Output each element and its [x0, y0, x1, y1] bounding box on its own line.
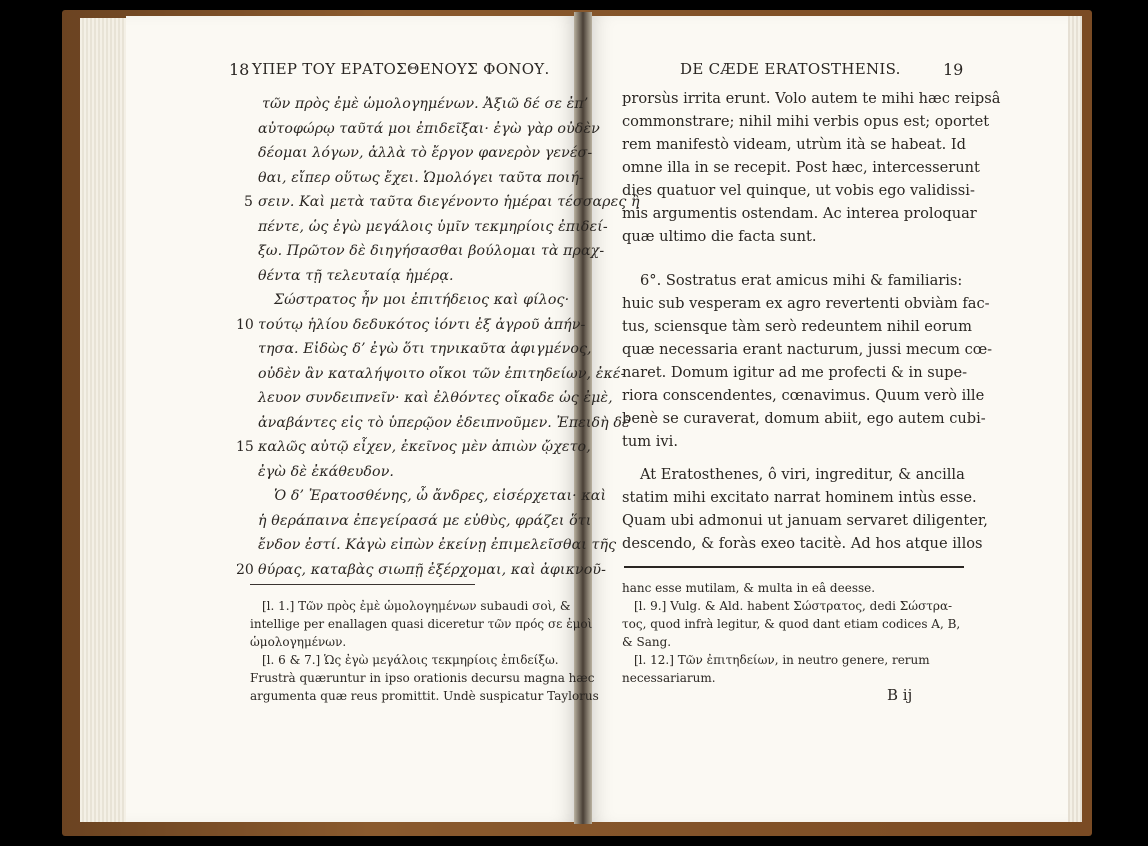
text-line: naret. Domum igitur ad me profecti & in supe- [622, 364, 968, 381]
text-line: dies quatuor vel quinque, ut vobis ego validissi- [622, 182, 975, 199]
text-line: ἔνδον ἐστί. Κἀγὼ εἰπὼν ἐκείνῃ ἐπιμελεῖσθαι τῆς [258, 537, 617, 553]
text-line: huic sub vesperam ex agro revertenti obviàm fac- [622, 295, 990, 312]
text-line: 6°. Sostratus erat amicus mihi & familiaris: [640, 272, 963, 289]
text-line: θαι, εἴπερ οὕτως ἔχει. Ὡμολόγει ταῦτα ποιή- [258, 170, 584, 186]
text-line: statim mihi excitato narrat hominem intùs esse. [622, 489, 977, 506]
text-line: omne illa in se recepit. Post hæc, intercesserunt [622, 159, 980, 176]
text-line: θέντα τῇ τελευταίᾳ ἡμέρᾳ. [258, 268, 454, 284]
text-line: αὐτοφώρῳ ταῦτά μοι ἐπιδεῖξαι· ἐγὼ γὰρ οὐδὲν [258, 121, 600, 137]
line-number: 10 [236, 317, 254, 333]
text-line: mis argumentis ostendam. Ac interea proloquar [622, 205, 977, 222]
footnote-line: [l. 12.] Τῶν ἐπιτηδείων, in neutro genere, rerum [634, 653, 930, 667]
signature-mark: B ij [887, 686, 913, 704]
text-line: τῶν πρὸς ἐμὲ ὡμολογημένων. Ἀξιῶ δέ σε ἐπ’ [262, 96, 589, 112]
right-running-header: DE CÆDE ERATOSTHENIS. [680, 60, 901, 78]
footnote-line: ὡμολογημένων. [250, 635, 347, 649]
left-page-number: 18 [229, 60, 250, 79]
line-number: 5 [244, 194, 253, 210]
text-line: commonstrare; nihil mihi verbis opus est; oportet [622, 113, 990, 130]
footnote-line: Frustrà quæruntur in ipso orationis decursu magna hæc [250, 671, 595, 685]
footnote-line: [l. 6 & 7.] Ὡς ἐγὼ μεγάλοις τεκμηρίοις ἐπιδείξω. [262, 653, 559, 667]
footnote-line: [l. 9.] Vulg. & Ald. habent Σώστρατος, dedi Σώστρα- [634, 599, 953, 613]
footnote-line: τος, quod infrà legitur, & quod dant etiam codices A, B, [622, 617, 961, 631]
footnote-line: necessariarum. [622, 671, 716, 685]
text-line: Ὁ δ’ Ἐρατοσθένης, ὦ ἄνδρες, εἰσέρχεται· καὶ [274, 488, 607, 504]
text-line: ἐγὼ δὲ ἐκάθευδον. [258, 464, 395, 480]
text-line: λευον συνδειπνεῖν· καὶ ἐλθόντες οἴκαδε ὡς ἐμὲ, [258, 390, 613, 406]
footnote-line: & Sang. [622, 635, 672, 649]
line-number: 20 [236, 562, 254, 578]
text-line: descendo, & foràs exeo tacitè. Ad hos atque illos [622, 535, 983, 552]
text-line: tus, sciensque tàm serò redeuntem nihil eorum [622, 318, 972, 335]
text-line: πέντε, ὡς ἐγὼ μεγάλοις ὑμῖν τεκμηρίοις ἐπιδεί- [258, 219, 608, 235]
text-line: οὐδὲν ἂν καταλήψοιτο οἴκοι τῶν ἐπιτηδείων, ἐκέ- [258, 366, 626, 382]
text-line: ἡ θεράπαινα ἐπεγείρασά με εὐθὺς, φράζει ὅτι [258, 513, 592, 529]
right-page-number: 19 [943, 60, 964, 79]
text-line: δέομαι λόγων, ἀλλὰ τὸ ἔργον φανερὸν γενέσ- [258, 145, 593, 161]
text-line: quæ necessaria erant nacturum, jussi mecum cœ- [622, 341, 993, 358]
text-line: benè se curaverat, domum abiit, ego autem cubi- [622, 410, 986, 427]
text-line: ἀναβάντες εἰς τὸ ὑπερῷον ἐδειπνοῦμεν. Ἐπειδὴ δὲ [258, 415, 630, 431]
footnote-line: intellige per enallagen quasi diceretur τῶν πρός σε ἐμοὶ [250, 617, 593, 631]
text-line: Σώστρατος ἦν μοι ἐπιτήδειος καὶ φίλος· [274, 292, 570, 308]
text-line: At Eratosthenes, ô viri, ingreditur, & ancilla [640, 466, 965, 483]
text-line: καλῶς αὐτῷ εἶχεν, ἐκεῖνος μὲν ἀπιὼν ᾤχετο, [258, 439, 591, 455]
text-line: ξω. Πρῶτον δὲ διηγήσασθαι βούλομαι τὰ πραχ- [258, 243, 605, 259]
left-running-header: ΥΠΕΡ ΤΟΥ ΕΡΑΤΟΣΘΕΝΟΥΣ ΦΟΝΟΥ. [252, 60, 550, 78]
left-footnote-rule [250, 584, 475, 585]
text-line: quæ ultimo die facta sunt. [622, 228, 817, 245]
right-footnote-rule [624, 566, 964, 568]
text-line: θύρας, καταβὰς σιωπῇ ἐξέρχομαι, καὶ ἀφικνοῦ- [258, 562, 606, 578]
footnote-line: argumenta quæ reus promittit. Undè suspicatur Taylorus [250, 689, 599, 703]
text-line: rem manifestò videam, utrùm ità se habeat. Id [622, 136, 967, 153]
footnote-line: hanc esse mutilam, & multa in eâ deesse. [622, 581, 876, 595]
text-line: prorsùs irrita erunt. Volo autem te mihi hæc reipsâ [622, 90, 1001, 107]
text-line: riora conscendentes, cœnavimus. Quum verò ille [622, 387, 985, 404]
page-edges-right [1066, 16, 1082, 822]
text-line: σειν. Καὶ μετὰ ταῦτα διεγένοντο ἡμέραι τέσσαρες ἢ [258, 194, 640, 210]
text-line: τούτῳ ἡλίου δεδυκότος ἰόντι ἐξ ἀγροῦ ἀπήν- [258, 317, 586, 333]
footnote-line: [l. 1.] Τῶν πρὸς ἐμὲ ὡμολογημένων subaudi σοὶ, & [262, 599, 571, 613]
text-line: Quam ubi admonui ut januam servaret diligenter, [622, 512, 988, 529]
text-line: tum ivi. [622, 433, 678, 450]
page-edges-left [80, 18, 128, 822]
line-number: 15 [236, 439, 254, 455]
text-line: τησα. Εἰδὼς δ’ ἐγὼ ὅτι τηνικαῦτα ἀφιγμένος, [258, 341, 592, 357]
